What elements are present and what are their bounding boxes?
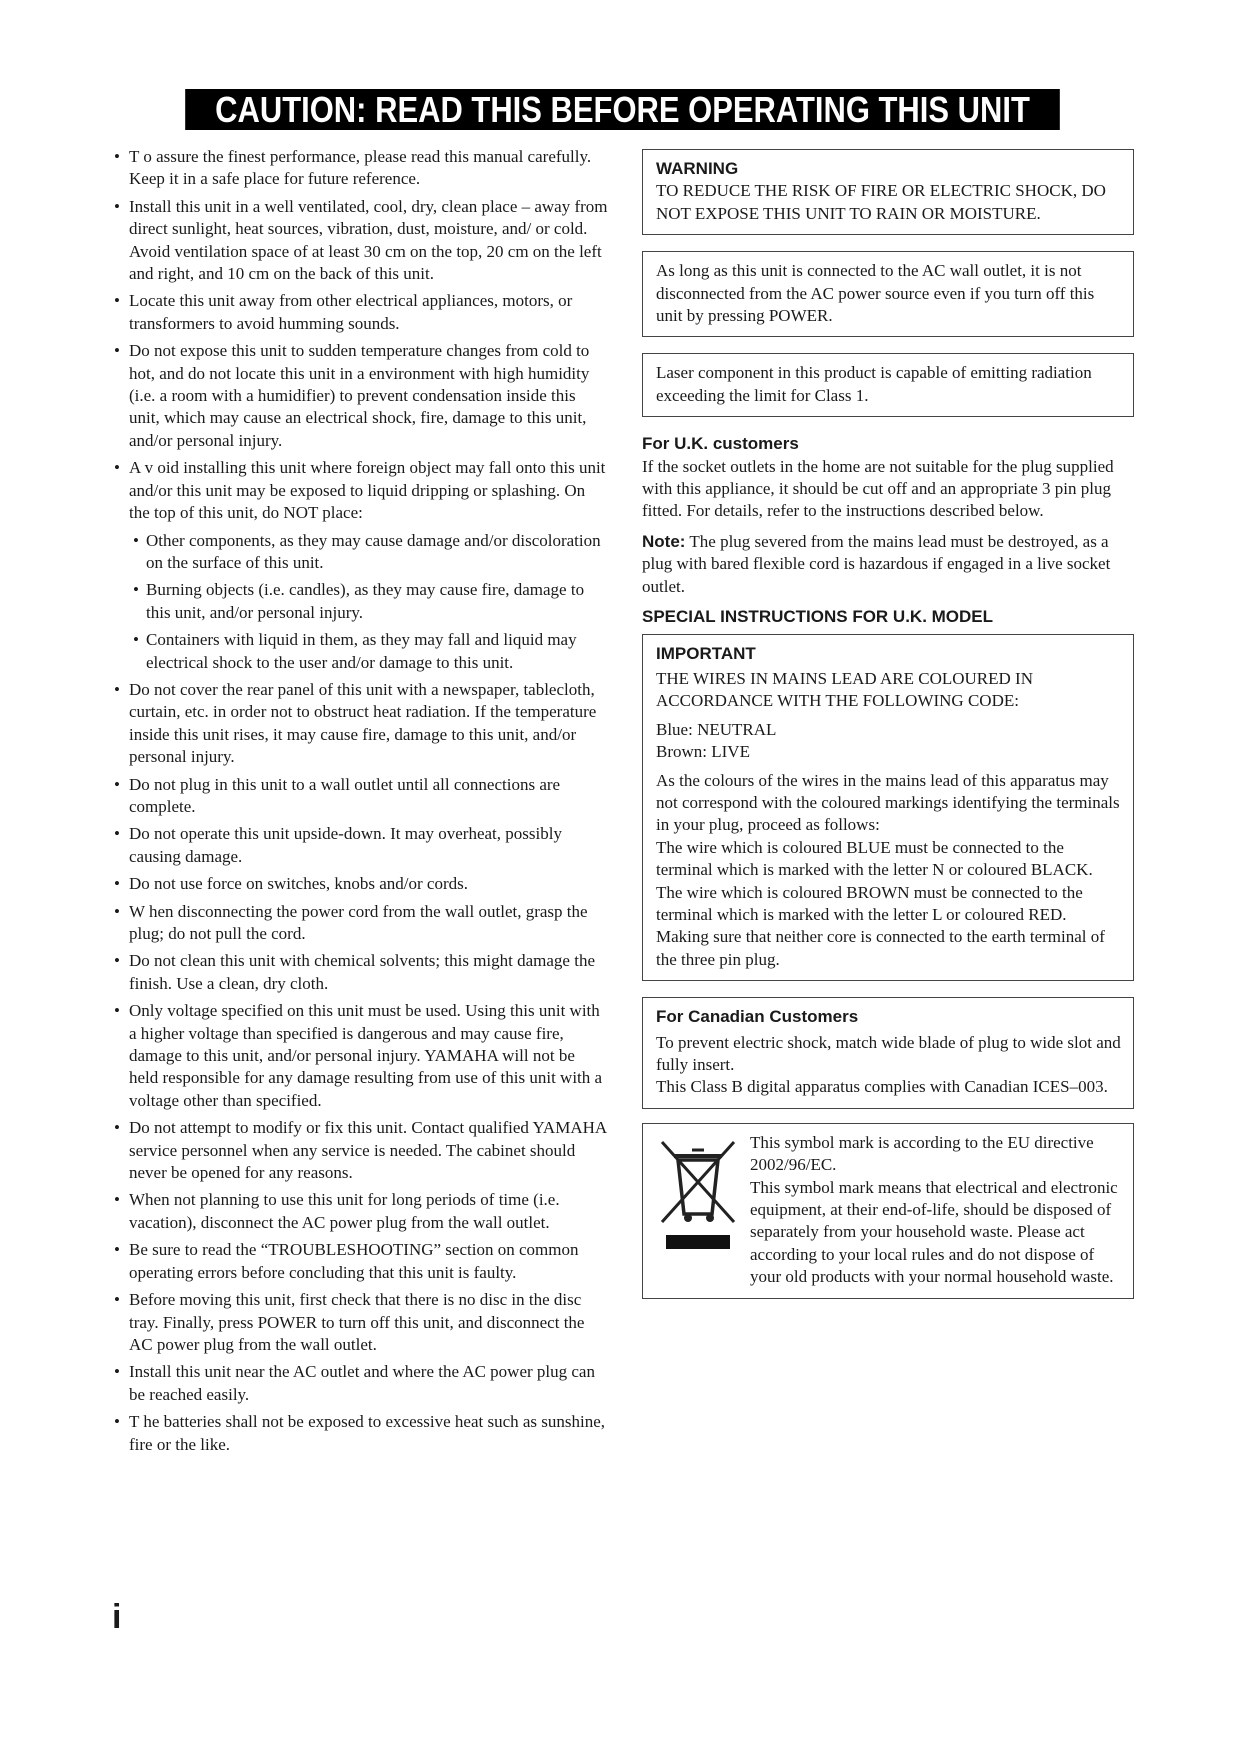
brown-wire-label: Brown: LIVE [656, 742, 750, 762]
page-title-banner [185, 89, 1060, 130]
warning-box [642, 149, 1134, 235]
right-column [642, 149, 1134, 1299]
power-notice-text: As long as this unit is connected to the AC wall outlet, it is not disconnected from the AC power source even if you turn off this unit by pressing POWER. [656, 261, 1095, 326]
important-body: As the colours of the wires in the mains lead of this apparatus may not correspond with the coloured markings identifying the terminals in your plug, proceed as follows: [656, 770, 1120, 835]
list-item-text: Do not operate this unit upside-down. It may overheat, possibly causing damage. [129, 824, 562, 866]
list-item: • Only voltage specified on this unit must be used. Using this unit with a higher voltage than specified is dangerous and may cause fire, damage to this unit, and/or personal injury. YAMAHA will not be held responsible for any damage resulting from use of this unit with a voltage other than specified. [114, 1001, 603, 1110]
list-item-text: A v oid installing this unit where foreign object may fall onto this unit and/or this unit may be exposed to liquid dripping or splashing. On the top of this unit, do NOT place: [129, 458, 606, 523]
list-item: • When not planning to use this unit for long periods of time (i.e. vacation), disconnect the AC power plug from the wall outlet. [114, 1190, 560, 1232]
list-item-text: Do not clean this unit with chemical solvents; this might damage the finish. Use a clean, dry cloth. [129, 951, 595, 993]
blue-wire-rule: The wire which is coloured BLUE must be connected to the terminal which is marked with the letter N or coloured BLACK. [656, 837, 1093, 880]
list-item-text: Do not expose this unit to sudden temperature changes from cold to hot, and do not locate this unit in a environment with high humidity (i.e. a room with a humidifier) to prevent condensation inside this unit, which may cause an electrical shock, fire, damage to this unit, and/or personal injury. [129, 341, 590, 450]
list-item-text: Install this unit near the AC outlet and where the AC power plug can be reached easily. [129, 1362, 595, 1404]
list-item-text: W hen disconnecting the power cord from the wall outlet, grasp the plug; do not pull the cord. [129, 901, 588, 943]
list-item-text: T o assure the finest performance, please read this manual carefully. Keep it in a safe place for future reference. [129, 147, 592, 189]
list-item: • W hen disconnecting the power cord from the wall outlet, grasp the plug; do not pull the cord. [114, 901, 588, 943]
list-item: • Do not use force on switches, knobs and/or cords. [114, 874, 468, 894]
blue-wire-label: Blue: NEUTRAL [656, 719, 777, 739]
list-item-text: T he batteries shall not be exposed to excessive heat such as sunshine, fire or the like. [129, 1412, 606, 1454]
uk-customers-heading: For U.K. customers [642, 434, 799, 454]
wires-text: THE WIRES IN MAINS LEAD ARE COLOURED IN ACCORDANCE WITH THE FOLLOWING CODE: [656, 668, 1033, 711]
list-item-text: Do not use force on switches, knobs and/or cords. [129, 874, 468, 894]
canadian-heading: For Canadian Customers [656, 1007, 859, 1027]
warning-text: TO REDUCE THE RISK OF FIRE OR ELECTRIC SHOCK, DO NOT EXPOSE THIS UNIT TO RAIN OR MOISTURE. [656, 181, 1106, 223]
note-text: The plug severed from the mains lead must be destroyed, as a plug with bared flexible cord is hazardous if engaged in a live socket outlet. [642, 531, 1111, 596]
list-item: • A v oid installing this unit where foreign object may fall onto this unit and/or this unit may be exposed to liquid dripping or splashing. On the top of this unit, do NOT place: [114, 458, 606, 523]
important-heading: IMPORTANT [656, 643, 756, 663]
list-item: • T he batteries shall not be exposed to excessive heat such as sunshine, fire or the like. [114, 1412, 606, 1454]
list-item-text: Only voltage specified on this unit must be used. Using this unit with a higher voltage than specified is dangerous and may cause fire, damage to this unit, and/or personal injury. YAMAHA will not be held responsible for any damage resulting from use of this unit with a voltage other than specified. [129, 1001, 603, 1110]
special-instructions-heading: SPECIAL INSTRUCTIONS FOR U.K. MODEL [642, 607, 994, 627]
list-item: • Locate this unit away from other electrical appliances, motors, or transformers to avoid humming sounds. [114, 291, 573, 333]
laser-notice-text: Laser component in this product is capable of emitting radiation exceeding the limit for Class 1. [656, 363, 1092, 405]
list-item: • T o assure the finest performance, please read this manual carefully. Keep it in a safe place for future reference. [114, 147, 592, 189]
important-box [642, 634, 1134, 982]
uk-note [642, 531, 1134, 598]
power-notice-box [642, 251, 1134, 337]
list-item: • Install this unit near the AC outlet and where the AC power plug can be reached easily. [114, 1362, 595, 1404]
weee-text-1: This symbol mark is according to the EU directive 2002/96/EC. [750, 1132, 1094, 1175]
sub-list-item: • Burning objects (i.e. candles), as they may cause fire, damage to this unit, and/or personal injury. [133, 580, 585, 622]
list-item-text: Be sure to read the “TROUBLESHOOTING” section on common operating errors before concluding that this unit is faulty. [129, 1240, 579, 1282]
list-item: • Do not expose this unit to sudden temperature changes from cold to hot, and do not locate this unit in a environment with high humidity (i.e. a room with a humidifier) to prevent condensation inside this unit, which may cause an electrical shock, fire, damage to this unit, and/or personal injury. [114, 341, 590, 450]
weee-box [642, 1123, 1134, 1299]
warning-heading: WARNING [656, 159, 739, 178]
list-item: • Install this unit in a well ventilated, cool, dry, clean place – away from direct sunlight, heat sources, vibration, dust, moisture, and/ or cold. Avoid ventilation space of at least 30 cm on the top, 20 cm on the left and right, and 10 cm on the back of this unit. [114, 196, 608, 284]
list-item: • Do not attempt to modify or fix this unit. Contact qualified YAMAHA service personnel when any service is needed. The cabinet should never be opened for any reasons. [114, 1118, 607, 1183]
list-item: • Be sure to read the “TROUBLESHOOTING” section on common operating errors before concluding that this unit is faulty. [114, 1240, 579, 1282]
crossed-out-wheelie-bin-icon [656, 1132, 740, 1252]
list-item: • Do not operate this unit upside-down. It may overheat, possibly causing damage. [114, 824, 562, 866]
list-item-text: Before moving this unit, first check that there is no disc in the disc tray. Finally, press POWER to turn off this unit, and disconnect the AC power plug from the wall outlet. [129, 1290, 585, 1354]
list-item-text: When not planning to use this unit for long periods of time (i.e. vacation), disconnect the AC power plug from the wall outlet. [129, 1190, 560, 1232]
list-item: • Do not clean this unit with chemical solvents; this might damage the finish. Use a clean, dry cloth. [114, 951, 595, 993]
canadian-box [642, 997, 1134, 1109]
uk-customers-text: If the socket outlets in the home are not suitable for the plug supplied with this appliance, it should be cut off and an appropriate 3 pin plug fitted. For details, refer to the instructions described below. [642, 456, 1114, 521]
list-item: • Before moving this unit, first check that there is no disc in the disc tray. Finally, press POWER to turn off this unit, and disconnect the AC power plug from the wall outlet. [114, 1290, 585, 1354]
page-title: CAUTION: READ THIS BEFORE OPERATING THIS UNIT [215, 89, 1030, 130]
earth-rule: Making sure that neither core is connected to the earth terminal of the three pin plug. [656, 927, 1105, 969]
sub-list-item-text: Containers with liquid in them, as they may fall and liquid may electrical shock to the user and/or damage to this unit. [146, 630, 577, 672]
list-item: • Do not plug in this unit to a wall outlet until all connections are complete. [114, 774, 561, 816]
list-item-text: Do not attempt to modify or fix this unit. Contact qualified YAMAHA service personnel when any service is needed. The cabinet should never be opened for any reasons. [129, 1118, 607, 1183]
list-item-text: Locate this unit away from other electrical appliances, motors, or transformers to avoid humming sounds. [129, 291, 573, 333]
laser-notice-box [642, 353, 1134, 417]
sub-list-item: • Containers with liquid in them, as they may fall and liquid may electrical shock to the user and/or damage to this unit. [133, 630, 577, 672]
note-label: Note: [642, 531, 686, 551]
canadian-text-2: This Class B digital apparatus complies with Canadian ICES–003. [656, 1077, 1108, 1097]
sub-list-item-text: Burning objects (i.e. candles), as they may cause fire, damage to this unit, and/or personal injury. [146, 580, 585, 622]
brown-wire-rule: The wire which is coloured BROWN must be connected to the terminal which is marked with the letter L or coloured RED. [656, 882, 1083, 924]
list-item-text: Do not plug in this unit to a wall outlet until all connections are complete. [129, 774, 561, 816]
list-item-text: Install this unit in a well ventilated, cool, dry, clean place – away from direct sunlight, heat sources, vibration, dust, moisture, and/ or cold. Avoid ventilation space of at least 30 cm on the top, 20 cm on the left and right, and 10 cm on the back of this unit. [129, 196, 608, 284]
sub-list-item-text: Other components, as they may cause damage and/or discoloration on the surface of this unit. [146, 530, 601, 572]
sub-list-item: • Other components, as they may cause damage and/or discoloration on the surface of this unit. [133, 530, 601, 572]
left-column [112, 146, 608, 1461]
list-item: • Do not cover the rear panel of this unit with a newspaper, tablecloth, curtain, etc. in order not to obstruct heat radiation. If the temperature inside this unit rises, it may cause fire, damage to this unit, and/or personal injury. [114, 679, 597, 767]
weee-text-2: This symbol mark means that electrical and electronic equipment, at their end-of-life, should be disposed of separately from your household waste. Please act according to your local rules and do not dispose of your old products with your normal household waste. [750, 1177, 1118, 1287]
canadian-text-1: To prevent electric shock, match wide blade of plug to wide slot and fully insert. [656, 1032, 1121, 1074]
weee-text [750, 1132, 1121, 1289]
page-number: i [112, 1598, 122, 1636]
list-item-text: Do not cover the rear panel of this unit with a newspaper, tablecloth, curtain, etc. in order not to obstruct heat radiation. If the temperature inside this unit rises, it may cause fire, damage to this unit, and/or personal injury. [129, 679, 597, 767]
